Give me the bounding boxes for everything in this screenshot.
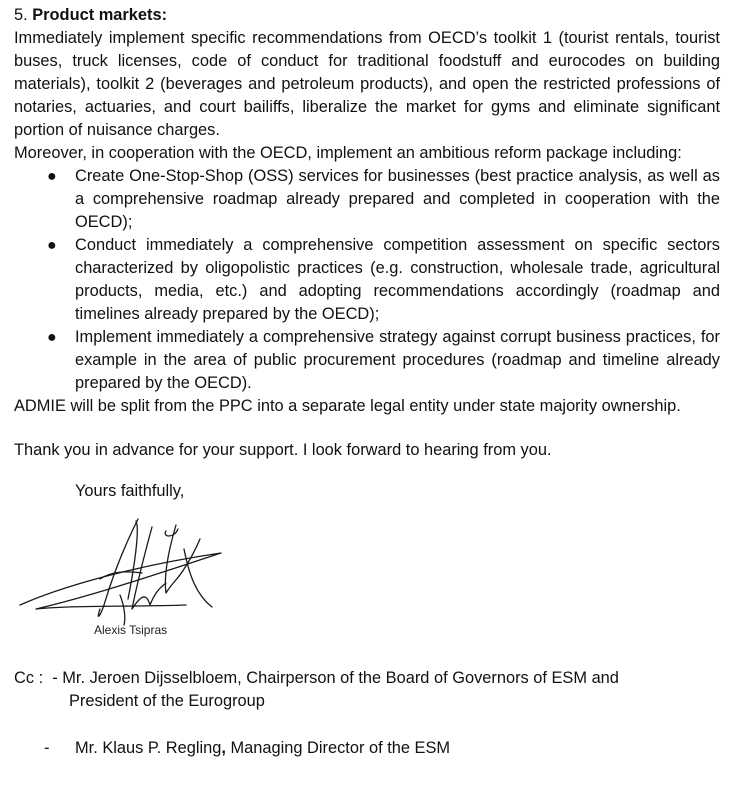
cc-recipient-1-line2: President of the Eurogroup	[69, 692, 265, 710]
bullet-dot-icon: ●	[47, 237, 57, 254]
thanks-line: Thank you in advance for your support. I look forward to hearing from you.	[14, 441, 552, 459]
bullet-item-competition	[14, 234, 720, 326]
section-number: 5.	[14, 6, 28, 24]
bullet-dot-icon: ●	[47, 329, 57, 346]
cc-dash: -	[52, 669, 58, 687]
paragraph-admie: ADMIE will be split from the PPC into a separate legal entity under state majority ownership.	[14, 397, 681, 415]
paragraph-toolkit-recommendations: Immediately implement specific recommendations from OECD’s toolkit 1 (tourist rentals, tourist buses, truck licenses, code of conduct for traditional foodstuff and eurocodes on building materials), toolkit 2 (beverages and petroleum products), and open the restricted professions of notaries, actuaries, and court bailiffs, liberalize the market for gyms and eliminate significant portion of nuisance charges.	[14, 29, 720, 139]
cc-recipient-1-line1: Mr. Jeroen Dijsselbloem, Chairperson of the Board of Governors of ESM and	[62, 669, 619, 687]
bullet-text: Implement immediately a comprehensive strategy against corrupt business practices, for example in the area of public procurement procedures (roadmap and timeline already prepared by the OECD).	[75, 328, 720, 392]
paragraph-reform-package-intro: Moreover, in cooperation with the OECD, implement an ambitious reform package including:	[14, 144, 682, 162]
letter-page	[14, 4, 720, 760]
reform-bullet-list	[14, 165, 720, 395]
bullet-text: Conduct immediately a comprehensive competition assessment on specific sectors characterized by oligopolistic practices (e.g. construction, wholesale trade, agricultural products, media, etc.) and adopting recommendations accordingly (roadmap and timelines already prepared by the OECD);	[75, 236, 720, 323]
closing-salutation: Yours faithfully,	[75, 482, 185, 500]
cc-recipient-1	[14, 667, 720, 690]
cc-recipient-2	[14, 737, 720, 760]
bullet-dot-icon: ●	[47, 168, 57, 185]
cc-recipient-2-name: Mr. Klaus P. Regling	[75, 739, 222, 757]
bullet-item-oss	[14, 165, 720, 234]
cc-dash: -	[44, 739, 50, 757]
cc-section	[14, 667, 720, 760]
bullet-item-corruption	[14, 326, 720, 395]
signature-block	[16, 509, 240, 643]
cc-recipient-2-comma: ,	[221, 739, 226, 757]
cc-recipient-2-role: Managing Director of the ESM	[225, 739, 451, 757]
cc-label: Cc :	[14, 669, 44, 687]
section-heading	[14, 4, 720, 27]
bullet-text: Create One-Stop-Shop (OSS) services for businesses (best practice analysis, as well as a comprehensive roadmap already prepared and completed in cooperation with the OECD);	[75, 167, 720, 231]
section-title: Product markets:	[32, 6, 168, 24]
signatory-name: Alexis Tsipras	[94, 623, 168, 637]
